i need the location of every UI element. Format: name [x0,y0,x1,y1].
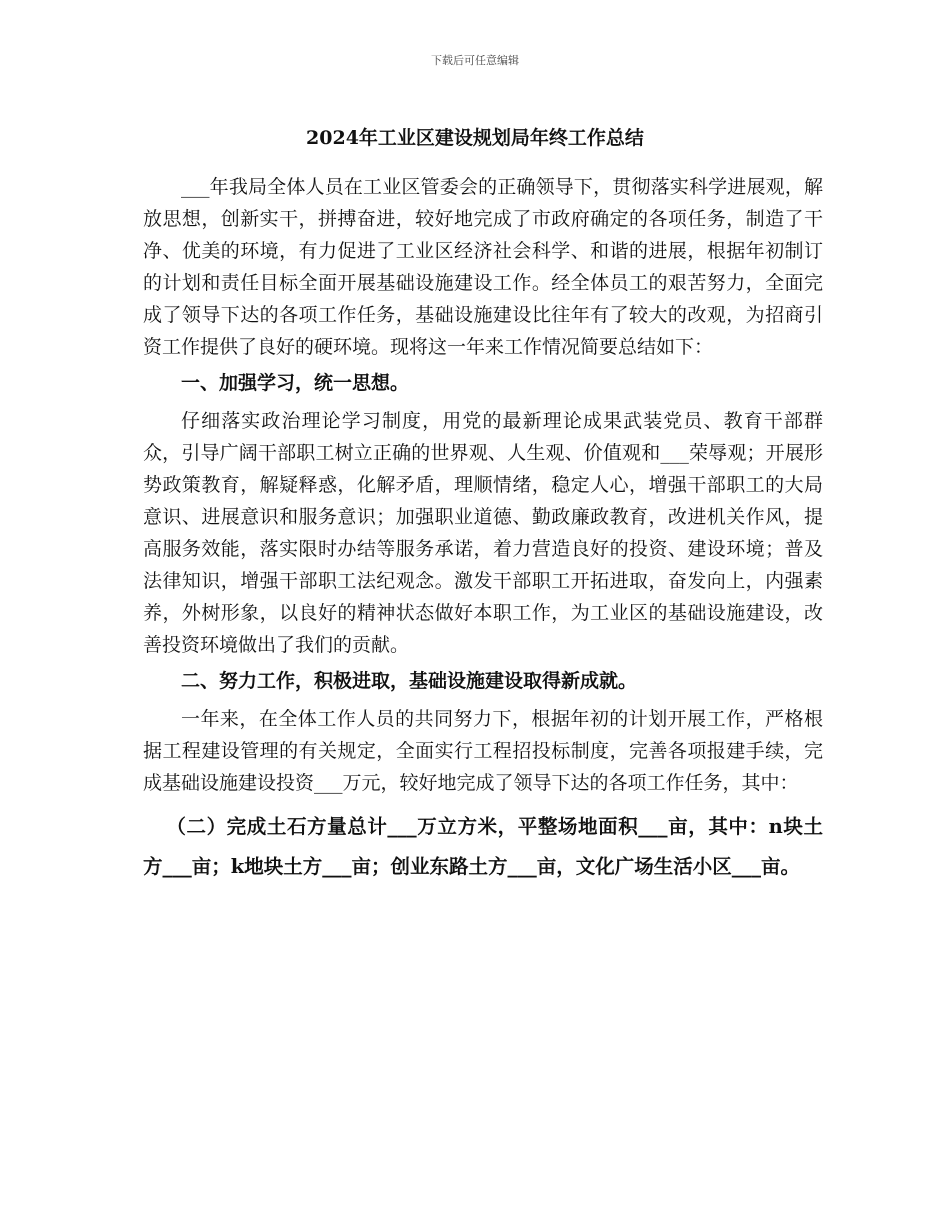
document-body [143,171,823,891]
section-heading-1: 一、加强学习，统一思想。 [181,372,410,394]
document-title: 2024年工业区建设规划局年终工作总结 [306,127,644,149]
intro-paragraph: ___年我局全体人员在工业区管委会的正确领导下，贯彻落实科学进展观，解放思想，创新实干，拼搏奋进，较好地完成了市政府确定的各项任务，制造了干净、优美的环境，有力促进了工业区经济社会科学、和谐的进展，根据年初制订的计划和责任目标全面开展基础设施建设工作。经全体员工的艰苦努力，全面完成了领导下达的各项工作任务，基础设施建设比往年有了较大的改观，为招商引资工作提供了良好的硬环境。现将这一年来工作情况简要总结如下： [143,176,823,358]
section-heading-2: 二、努力工作，积极进取，基础设施建设取得新成就。 [181,670,638,692]
section-2-paragraph: 一年来，在全体工作人员的共同努力下，根据年初的计划开展工作，严格根据工程建设管理的有关规定，全面实行工程招投标制度，完善各项报建手续，完成基础设施建设投资___万元，较好地完成了领导下达的各项工作任务，其中： [143,708,823,794]
subsection-earthwork-paragraph: （二）完成土石方量总计___万立方米，平整场地面积___亩，其中：n块土方___亩；k地块土方___亩；创业东路土方___亩，文化广场生活小区___亩。 [143,815,823,878]
section-1-paragraph: 仔细落实政治理论学习制度，用党的最新理论成果武装党员、教育干部群众，引导广阔干部职工树立正确的世界观、人生观、价值观和___荣辱观；开展形势政策教育，解疑释惑，化解矛盾，理顺情绪，稳定人心，增强干部职工的大局意识、进展意识和服务意识；加强职业道德、勤政廉政教育，改进机关作风，提高服务效能，落实限时办结等服务承诺，着力营造良好的投资、建设环境；普及法律知识，增强干部职工法纪观念。激发干部职工开拓进取，奋发向上，内强素养，外树形象，以良好的精神状态做好本职工作，为工业区的基础设施建设，改善投资环境做出了我们的贡献。 [143,410,823,656]
page-header-note: 下载后可任意编辑 [431,54,519,67]
